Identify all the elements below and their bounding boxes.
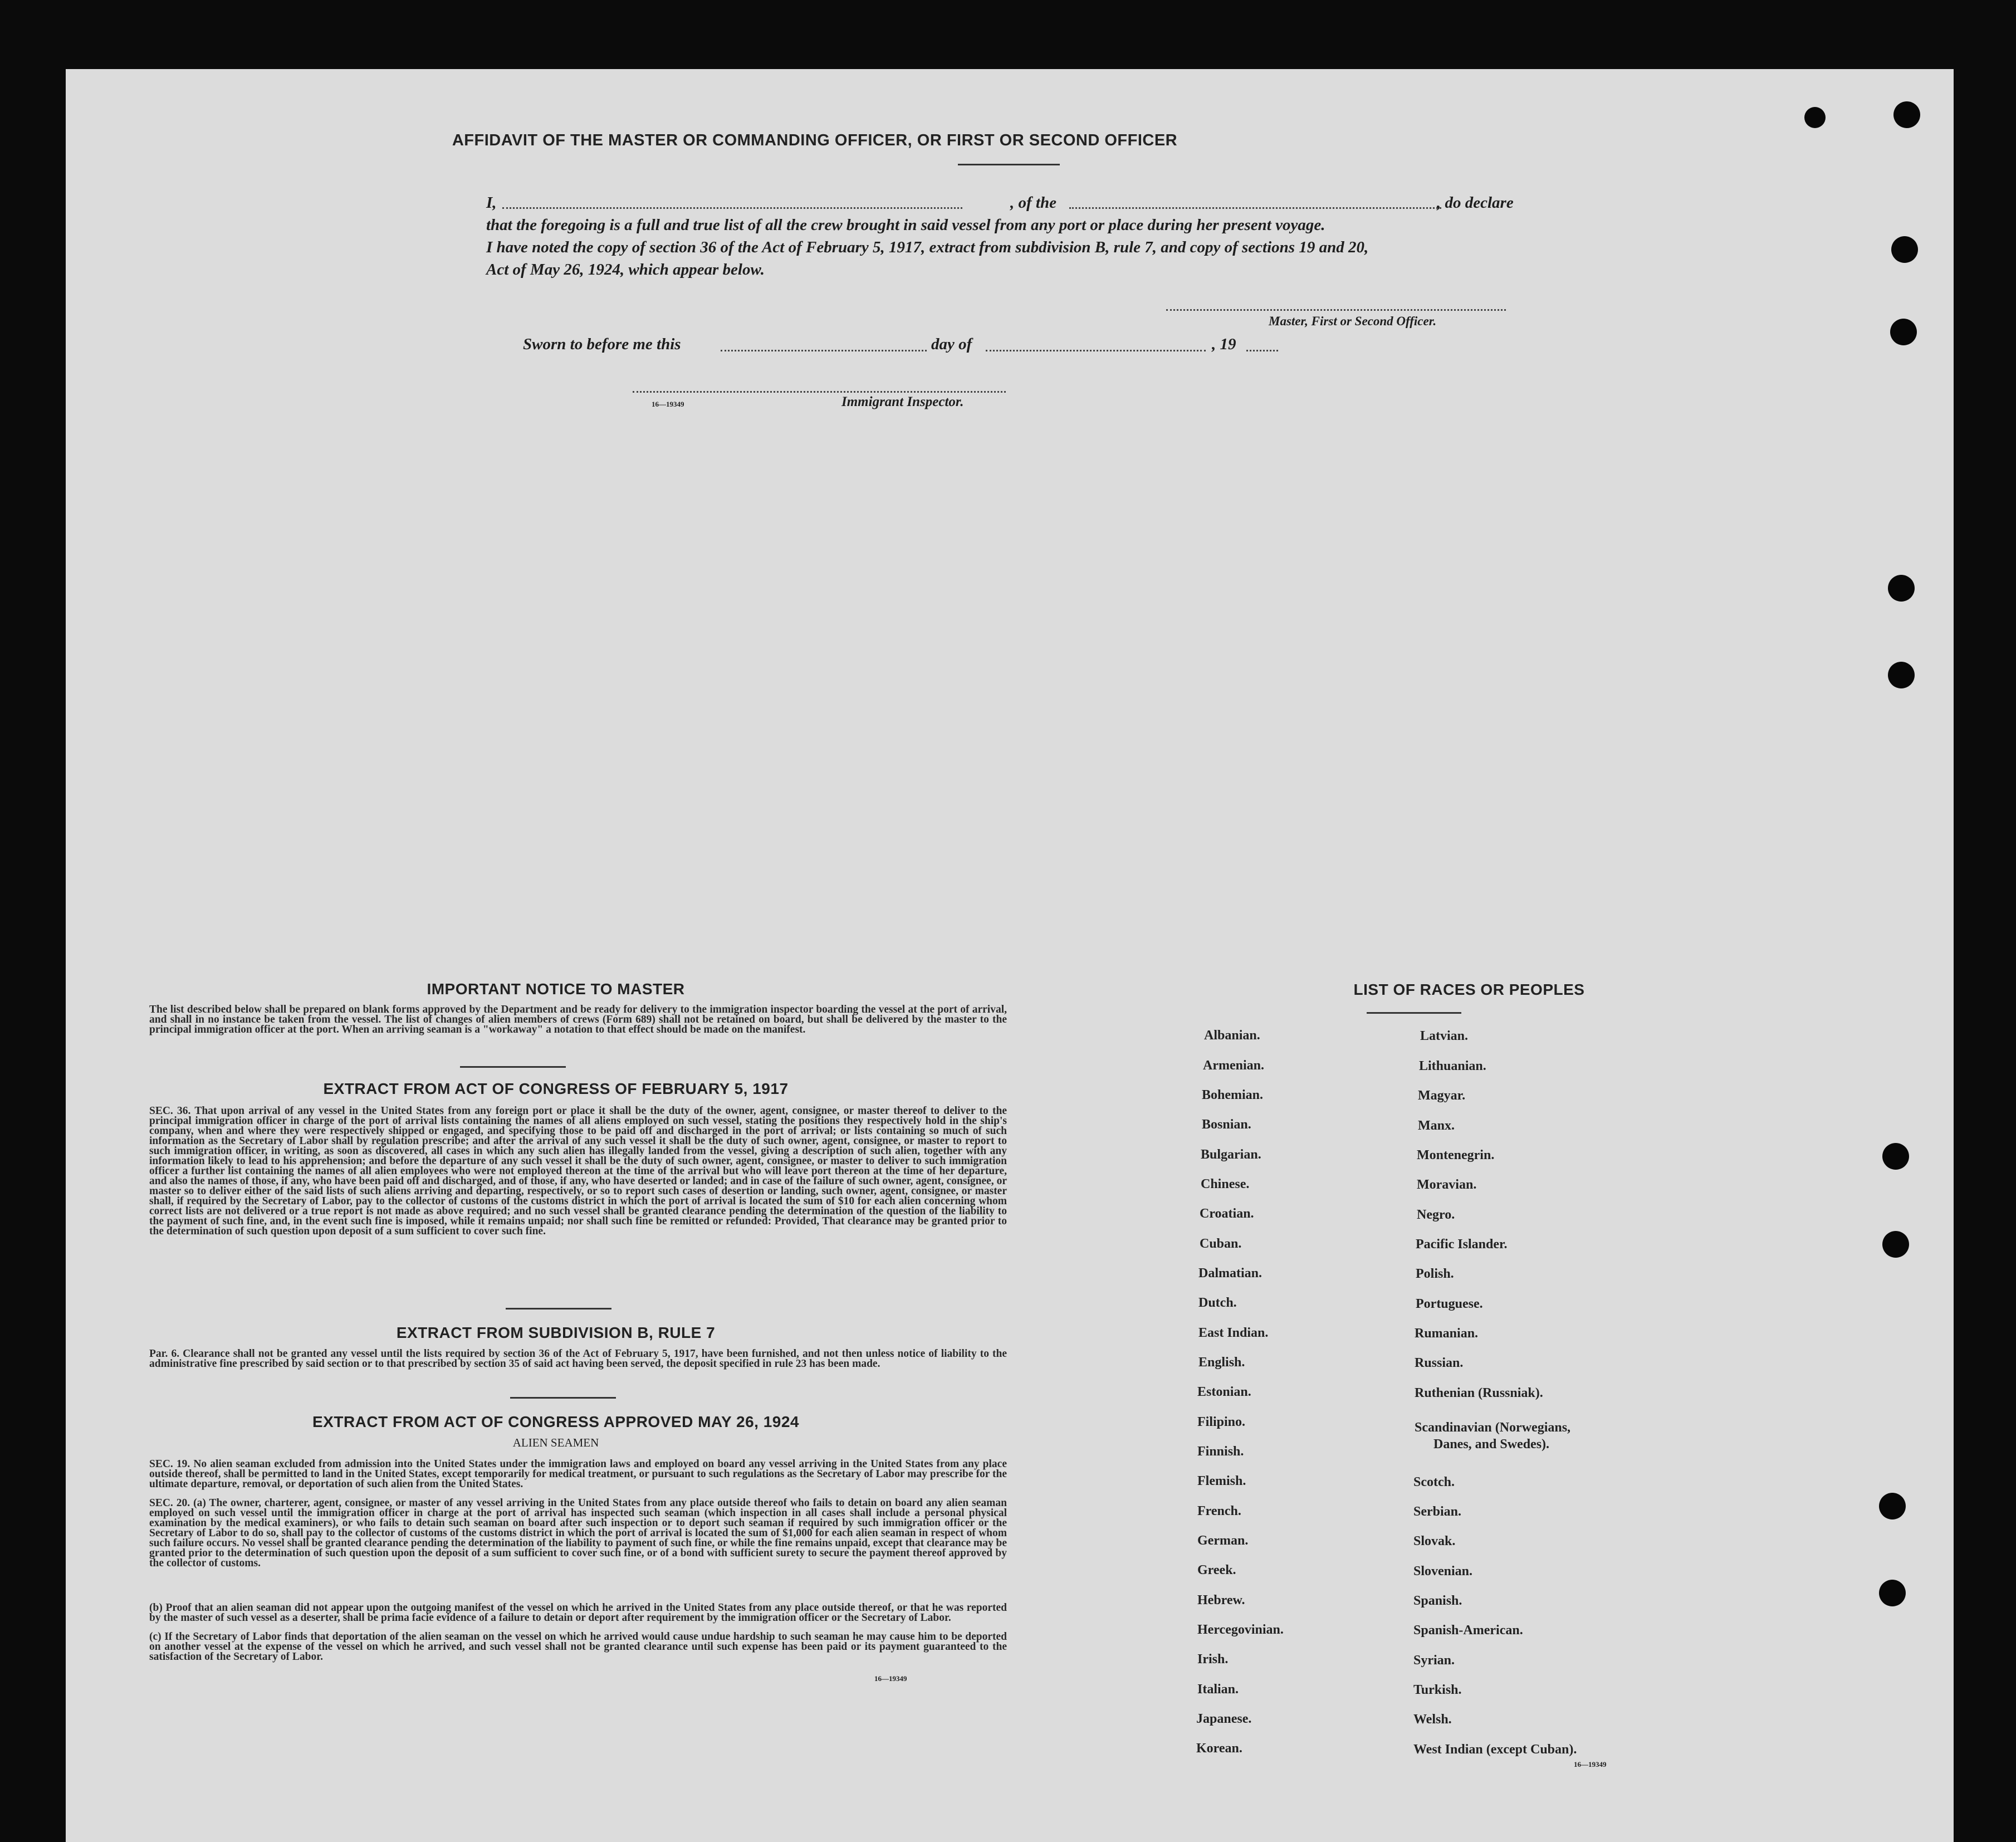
race-right-22: Syrian. bbox=[1413, 1653, 1455, 1668]
race-left-15: Finnish. bbox=[1197, 1444, 1244, 1459]
form-number-extracts: 16—19349 bbox=[874, 1674, 907, 1683]
race-left-18: German. bbox=[1197, 1533, 1249, 1548]
race-left-2: Armenian. bbox=[1203, 1058, 1264, 1073]
punch-hole bbox=[1879, 1580, 1906, 1606]
race-right-19: Slovenian. bbox=[1413, 1564, 1473, 1579]
punch-hole bbox=[1890, 319, 1917, 345]
race-right-25: West Indian (except Cuban). bbox=[1413, 1742, 1577, 1757]
race-right-11: Rumanian. bbox=[1415, 1326, 1479, 1341]
race-right-8: Pacific Islander. bbox=[1416, 1237, 1508, 1252]
race-left-7: Croatian. bbox=[1200, 1206, 1254, 1221]
race-left-16: Flemish. bbox=[1197, 1474, 1246, 1488]
of-the-label: , of the bbox=[1010, 194, 1056, 212]
signature-caption: Master, First or Second Officer. bbox=[1269, 314, 1437, 328]
race-left-8: Cuban. bbox=[1200, 1237, 1242, 1251]
extract-1917-divider bbox=[506, 1308, 611, 1310]
sworn-month-field[interactable] bbox=[986, 350, 1206, 351]
race-left-1: Albanian. bbox=[1204, 1028, 1260, 1043]
race-left-17: French. bbox=[1197, 1504, 1241, 1518]
declarant-label: I, bbox=[486, 194, 497, 212]
declaration-line-1: that the foregoing is a full and true list of all the crew brought in said vessel from any port or place during her present voyage. bbox=[486, 216, 1325, 234]
race-right-9: Polish. bbox=[1416, 1267, 1454, 1281]
punch-hole bbox=[1882, 1143, 1909, 1170]
race-right-1: Latvian. bbox=[1420, 1029, 1469, 1043]
affidavit-title: AFFIDAVIT OF THE MASTER OR COMMANDING OFFICER, OR FIRST OR SECOND OFFICER bbox=[452, 131, 1178, 149]
sec-20a-text: SEC. 20. (a) The owner, charterer, agent, consignee, or master of any vessel arriving in the United States from any place outside thereof who fails to detain on board any alien seaman employed on such vessel until the immigration officer in charge at the port of arrival has inspected such seaman (which inspection in all cases shall include a personal physical examination by the medical examiners), or who fails to detain such seaman on board after such inspection or to deport such seaman if required by such immigration officer or the Secretary of Labor to do so, shall pay to the collector of customs of the customs district in which the port of arrival is located the sum of $1,000 for each alien seaman in respect of whom such failure occurs. No vessel shall be granted clearance pending the determination of the liability to payment of such fine, or while the fine remains unpaid, except that clearance may be granted prior to the determination of such question upon the deposit of a sum sufficient to cover such fine, or of a bond with sufficient surety to secure the payment thereof approved by the collector of customs. bbox=[149, 1497, 1007, 1569]
race-right-10: Portuguese. bbox=[1416, 1297, 1483, 1311]
race-right-24: Welsh. bbox=[1413, 1712, 1452, 1727]
races-divider bbox=[1367, 1012, 1461, 1014]
master-signature-line[interactable] bbox=[1166, 309, 1506, 311]
race-right-13: Ruthenian (Russniak). bbox=[1415, 1386, 1543, 1400]
race-right-14: Scandinavian (Norwegians, bbox=[1415, 1420, 1571, 1435]
notice-text: The list described below shall be prepared on blank forms approved by the Department and be ready for delivery to the immigration inspector boarding the vessel at the port of arrival, and shall in no instance be taken from the vessel. The list of changes of alien members of crews (Form 689) shall not be retained on board, but shall be delivered by the master to the principal immigration officer at the port. When an arriving seaman is a "workaway" a notation to that effect should be made on the manifest. bbox=[149, 1004, 1007, 1035]
race-left-20: Hebrew. bbox=[1197, 1593, 1245, 1608]
race-right-18: Slovak. bbox=[1413, 1534, 1456, 1548]
race-left-4: Bosnian. bbox=[1202, 1117, 1251, 1132]
race-left-11: East Indian. bbox=[1198, 1326, 1269, 1340]
notice-divider bbox=[460, 1066, 566, 1068]
extract-1924-title: EXTRACT FROM ACT OF CONGRESS APPROVED MAY 26, 1924 bbox=[312, 1413, 799, 1430]
race-left-9: Dalmatian. bbox=[1198, 1266, 1262, 1281]
do-declare-label: , do declare bbox=[1437, 194, 1514, 212]
title-divider bbox=[958, 164, 1060, 165]
inspector-signature-line[interactable] bbox=[633, 391, 1006, 393]
race-right-21: Spanish-American. bbox=[1413, 1623, 1523, 1638]
alien-seamen-subtitle: ALIEN SEAMEN bbox=[512, 1436, 599, 1449]
race-left-13: Estonian. bbox=[1197, 1385, 1251, 1399]
vessel-name-field[interactable] bbox=[1069, 207, 1441, 209]
race-right-20: Spanish. bbox=[1413, 1594, 1462, 1608]
sec-20c-text: (c) If the Secretary of Labor finds that deportation of the alien seaman on the vessel on which he arrived would cause undue hardship to such seaman he may cause him to be deported on another vessel at the expense of the vessel on which he arrived, and such vessel shall not be granted clearance until such expense has been paid or its payment guaranteed to the satisfaction of the Secretary of Labor. bbox=[149, 1631, 1007, 1663]
sec-20b-text: (b) Proof that an alien seaman did not appear upon the outgoing manifest of the vessel on which he arrived in the United States from any place outside thereof, or that he was reported by the master of such vessel as a deserter, shall be prima facie evidence of a failure to detain or deport after requirement by the immigration officer or the Secretary of Labor. bbox=[149, 1602, 1007, 1624]
sec-19-text: SEC. 19. No alien seaman excluded from admission into the United States under the immigration laws and employed on board any vessel arriving in the United States from any place outside thereof, shall be permitted to land in the United States, except temporarily for medical treatment, or pursuant to such regulations as the Secretary of Labor may prescribe for the ultimate departure, removal, or deportation of such alien from the United States. bbox=[149, 1458, 1007, 1490]
race-left-22: Irish. bbox=[1197, 1652, 1229, 1667]
declaration-line-2: I have noted the copy of section 36 of the Act of February 5, 1917, extract from subdivision B, rule 7, and copy of sections 19 and 20, bbox=[486, 238, 1369, 256]
punch-hole bbox=[1882, 1231, 1909, 1258]
year-label: , 19 bbox=[1212, 335, 1236, 353]
sworn-label: Sworn to before me this bbox=[523, 335, 681, 353]
race-left-14: Filipino. bbox=[1197, 1415, 1246, 1429]
race-right-15: Danes, and Swedes). bbox=[1433, 1437, 1550, 1452]
race-right-23: Turkish. bbox=[1413, 1683, 1462, 1697]
punch-hole bbox=[1879, 1493, 1906, 1519]
race-right-12: Russian. bbox=[1415, 1356, 1464, 1370]
extract-rule7-title: EXTRACT FROM SUBDIVISION B, RULE 7 bbox=[396, 1324, 716, 1341]
race-right-16: Scotch. bbox=[1413, 1475, 1455, 1489]
sworn-year-field[interactable] bbox=[1246, 350, 1278, 351]
race-left-5: Bulgarian. bbox=[1201, 1147, 1261, 1162]
form-page bbox=[66, 69, 1954, 1842]
race-left-19: Greek. bbox=[1197, 1563, 1236, 1577]
race-left-3: Bohemian. bbox=[1202, 1088, 1264, 1102]
punch-hole bbox=[1804, 107, 1826, 128]
punch-hole bbox=[1888, 575, 1915, 602]
race-right-2: Lithuanian. bbox=[1419, 1059, 1486, 1073]
race-left-21: Hercegovinian. bbox=[1197, 1623, 1284, 1637]
declarant-name-field[interactable] bbox=[502, 207, 962, 209]
race-right-6: Moravian. bbox=[1417, 1177, 1477, 1192]
inspector-caption: Immigrant Inspector. bbox=[841, 394, 964, 409]
race-left-23: Italian. bbox=[1197, 1682, 1239, 1697]
form-number-affidavit: 16—19349 bbox=[652, 400, 684, 408]
extract-rule7-text: Par. 6. Clearance shall not be granted any vessel until the lists required by section 36 of the Act of February 5, 1917, have been furnished, and not then unless notice of liability to the administrative fine prescribed by said section or to that prescribed by section 35 of said act having been served, the deposit specified in rule 23 has been made. bbox=[149, 1348, 1007, 1370]
extract-1917-title: EXTRACT FROM ACT OF CONGRESS OF FEBRUARY 5, 1917 bbox=[323, 1080, 789, 1097]
punch-hole bbox=[1893, 101, 1920, 128]
extract-rule7-divider bbox=[510, 1397, 616, 1399]
sworn-day-field[interactable] bbox=[721, 350, 927, 351]
race-right-5: Montenegrin. bbox=[1417, 1148, 1495, 1162]
race-left-25: Korean. bbox=[1196, 1741, 1242, 1756]
notice-title: IMPORTANT NOTICE TO MASTER bbox=[427, 980, 685, 998]
punch-hole bbox=[1891, 236, 1918, 263]
race-left-10: Dutch. bbox=[1198, 1296, 1237, 1310]
form-number-races: 16—19349 bbox=[1574, 1760, 1607, 1768]
race-left-6: Chinese. bbox=[1201, 1177, 1250, 1191]
race-right-3: Magyar. bbox=[1418, 1088, 1466, 1103]
race-right-4: Manx. bbox=[1418, 1118, 1455, 1133]
race-left-24: Japanese. bbox=[1196, 1712, 1252, 1726]
race-right-17: Serbian. bbox=[1413, 1504, 1462, 1519]
races-title: LIST OF RACES OR PEOPLES bbox=[1353, 981, 1585, 998]
race-right-7: Negro. bbox=[1417, 1208, 1455, 1222]
extract-1917-text: SEC. 36. That upon arrival of any vessel in the United States from any foreign port or place it shall be the duty of the owner, agent, consignee, or master thereof to deliver to the principal immigration officer in charge of the port of arrival lists containing the names of all aliens employed on such vessel, stating the positions they respectively hold in the ship's company, when and where they were respectively shipped or engaged, and specifying those to be paid off and discharged in the port of arrival; or lists containing so much of such information as the Secretary of Labor shall by regulation prescribe; and after the arrival of any such vessel it shall be the duty of such owner, agent, consignee, or master to report to such immigration officer, in writing, as soon as discovered, all cases in which any such alien has illegally landed from the vessel, giving a description of such alien, together with any information likely to lead to his apprehension; and before the departure of any such vessel it shall be the duty of such owner, agent, consignee, or master to deliver to such immigration officer a further list containing the names of all alien employees who were not employed thereon at the time of the arrival but who will leave port thereon at the time of her departure, and also the names of those, if any, who have been paid off and discharged, and of those, if any, who have deserted or landed; and in case of the failure of such owner, agent, consignee, or master so to deliver either of the said lists of such aliens arriving and departing, respectively, or so to report such cases of desertion or landing, such owner, agent, consignee, or master shall, if required by the Secretary of Labor, pay to the collector of customs of the customs district in which the port of arrival is located the sum of $10 for each alien concerning whom correct lists are not delivered or a true report is not made as above required; and no such vessel shall be granted clearance pending the determination of the question of the liability to the payment of such fine, and, in the event such fine is imposed, while it remains unpaid; nor shall such fine be remitted or refunded: Provided, That clearance may be granted prior to the determination of such question upon deposit of a sum sufficient to cover such fine. bbox=[149, 1105, 1007, 1237]
race-left-12: English. bbox=[1198, 1355, 1245, 1370]
day-of-label: day of bbox=[931, 335, 972, 353]
declaration-line-3: Act of May 26, 1924, which appear below. bbox=[486, 261, 765, 279]
punch-hole bbox=[1888, 662, 1915, 688]
